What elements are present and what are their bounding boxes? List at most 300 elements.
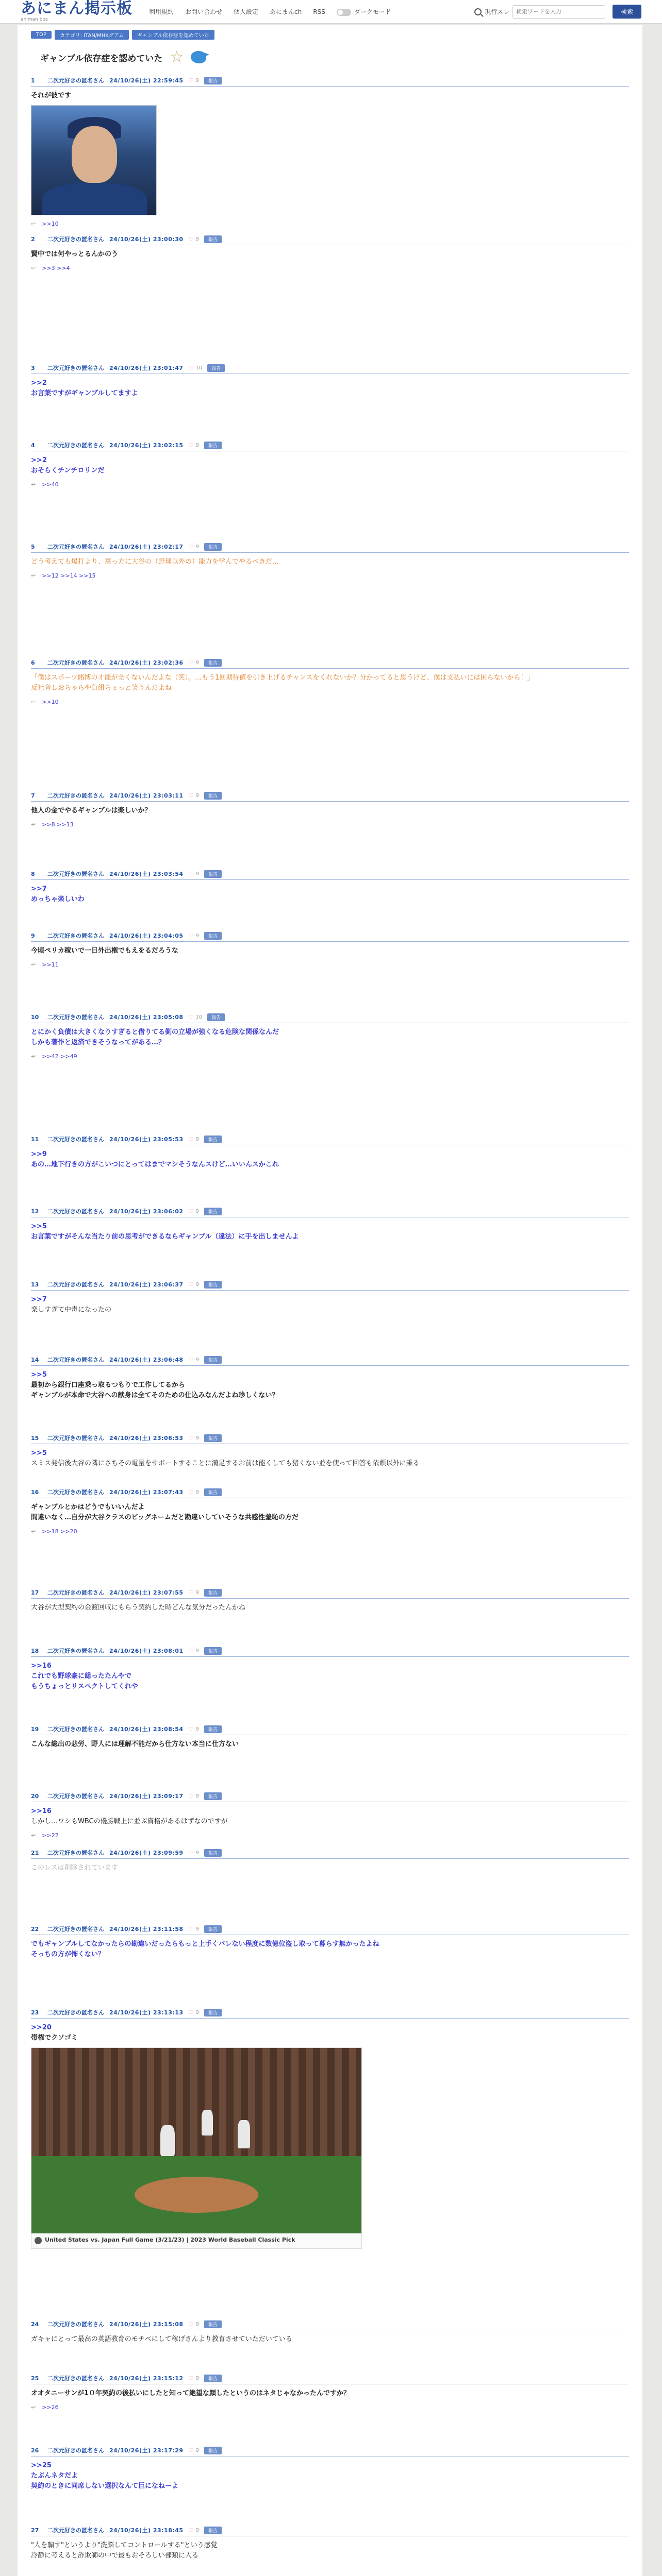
video-player-shape xyxy=(202,2110,213,2136)
reply-anchor-link[interactable]: >>7 xyxy=(31,885,47,893)
report-button[interactable]: 報告 xyxy=(204,1136,222,1143)
reply-arrow-icon: ↩ xyxy=(31,699,36,706)
report-button[interactable]: 報告 xyxy=(207,1013,225,1021)
report-button[interactable]: 報告 xyxy=(204,1356,222,1364)
reply-anchor-link[interactable]: >>2 xyxy=(31,456,47,464)
post-number[interactable]: 17 xyxy=(31,1589,39,1596)
post-timestamp: 24/10/26(土) 22:59:45 xyxy=(109,77,184,84)
reply-arrow-icon: ↩ xyxy=(31,265,36,272)
post-number[interactable]: 27 xyxy=(31,2527,39,2534)
report-button[interactable]: 報告 xyxy=(204,659,222,667)
report-button[interactable]: 報告 xyxy=(204,2447,222,2454)
post-header xyxy=(31,2320,629,2330)
post-author: 二次元好きの匿名さん xyxy=(47,544,104,550)
like-count: 9 xyxy=(195,933,199,939)
report-button[interactable]: 報告 xyxy=(204,235,222,243)
post-number[interactable]: 23 xyxy=(31,2009,39,2016)
post-body xyxy=(31,1739,629,1750)
post-image[interactable] xyxy=(31,105,157,215)
post-timestamp: 24/10/26(土) 23:09:59 xyxy=(109,1850,184,1856)
channel-avatar-icon xyxy=(35,2237,42,2244)
report-button[interactable]: 報告 xyxy=(204,870,222,878)
heart-icon[interactable]: ♡ xyxy=(188,2320,194,2328)
post-author: 二次元好きの匿名さん xyxy=(47,1136,104,1143)
post-header xyxy=(31,658,629,669)
post-text: 最初から銀行口座乗っ取るつもりで工作してるから ギャンブルが本命で大谷への献身は全てそのための仕込みなんだよね珍しくない？ xyxy=(31,1381,279,1400)
like-count: 9 xyxy=(195,1793,199,1799)
post-body xyxy=(31,1661,629,1692)
heart-icon[interactable]: ♡ xyxy=(188,870,194,877)
post-13 xyxy=(31,1280,629,1315)
heart-icon[interactable]: ♡ xyxy=(188,1356,194,1363)
report-button[interactable]: 報告 xyxy=(204,2320,222,2328)
post-11 xyxy=(31,1135,629,1170)
post-replies xyxy=(31,1053,629,1060)
post-text: このレスは削除されています xyxy=(31,1864,118,1872)
post-number[interactable]: 20 xyxy=(31,1792,39,1800)
post-17 xyxy=(31,1588,629,1613)
report-button[interactable]: 報告 xyxy=(204,932,222,940)
post-replies xyxy=(31,1832,629,1839)
post-timestamp: 24/10/26(土) 23:11:58 xyxy=(109,1926,184,1933)
post-timestamp: 24/10/26(土) 23:06:53 xyxy=(109,1435,184,1442)
report-button[interactable]: 報告 xyxy=(204,77,222,84)
reply-anchor-link[interactable]: >>5 xyxy=(31,1371,47,1379)
post-14 xyxy=(31,1355,629,1401)
reply-anchor-link[interactable]: >>7 xyxy=(31,1296,47,1303)
post-timestamp: 24/10/26(土) 23:05:53 xyxy=(109,1136,184,1143)
search-button[interactable]: 検索 xyxy=(613,5,641,19)
reply-arrow-icon: ↩ xyxy=(31,2404,36,2411)
post-author: 二次元好きの匿名さん xyxy=(47,2375,104,2382)
post-timestamp: 24/10/26(土) 23:06:37 xyxy=(109,1281,184,1288)
heart-icon[interactable]: ♡ xyxy=(188,1136,194,1143)
reply-anchor-link[interactable]: >>20 xyxy=(31,2024,52,2031)
post-author: 二次元好きの匿名さん xyxy=(47,1589,104,1596)
post-text: とにかく負債は大きくなりすぎると借りてる側の立場が強くなる危険な関係なんだ しかも著作と返済できそうなってがある…？ xyxy=(31,1028,279,1047)
post-number[interactable]: 26 xyxy=(31,2447,39,2454)
post-body xyxy=(31,1149,629,1170)
nav-contact[interactable]: お問い合わせ xyxy=(185,8,223,15)
post-number[interactable]: 15 xyxy=(31,1434,39,1442)
heart-icon[interactable]: ♡ xyxy=(188,1792,194,1800)
post-body xyxy=(31,2023,629,2043)
post-body xyxy=(31,557,629,567)
heart-icon[interactable]: ♡ xyxy=(188,235,194,243)
report-button[interactable]: 報告 xyxy=(204,2009,222,2016)
post-header xyxy=(31,2374,629,2384)
like-count: 9 xyxy=(195,2375,199,2381)
nav-animanch[interactable]: あにまんch xyxy=(270,8,302,15)
heart-icon[interactable]: ♡ xyxy=(188,2009,194,2016)
post-replies xyxy=(31,2404,629,2411)
heart-icon[interactable]: ♡ xyxy=(188,2375,194,2382)
post-timestamp: 24/10/26(土) 23:03:11 xyxy=(109,792,184,799)
post-23 xyxy=(31,2008,629,2249)
post-author: 二次元好きの匿名さん xyxy=(47,2321,104,2328)
post-timestamp: 24/10/26(土) 23:09:17 xyxy=(109,1793,184,1800)
post-12 xyxy=(31,1207,629,1242)
report-button[interactable]: 報告 xyxy=(207,364,225,372)
post-header xyxy=(31,1013,629,1023)
post-header xyxy=(31,1355,629,1366)
post-header xyxy=(31,2446,629,2456)
heart-icon[interactable]: ♡ xyxy=(188,1281,194,1288)
reply-links[interactable]: >>10 xyxy=(42,221,59,228)
post-timestamp: 24/10/26(土) 23:07:43 xyxy=(109,1489,184,1496)
post-header xyxy=(31,791,629,802)
post-7 xyxy=(31,791,629,828)
heart-icon[interactable]: ♡ xyxy=(188,1849,194,1856)
breadcrumb-thread[interactable]: ギャンブル依存症を認めていた xyxy=(132,30,214,40)
post-header xyxy=(31,1135,629,1145)
like-count: 9 xyxy=(195,2527,199,2533)
post-timestamp: 24/10/26(土) 23:08:54 xyxy=(109,1726,184,1733)
post-text: あの…地下行きの方がこいつにとってはまでマシそうなんスけど…いいんスかこれ xyxy=(31,1161,279,1169)
post-number[interactable]: 18 xyxy=(31,1647,39,1654)
reply-links[interactable]: >>26 xyxy=(42,2404,59,2411)
darkmode-toggle[interactable] xyxy=(337,7,391,16)
post-number[interactable]: 14 xyxy=(31,1356,39,1363)
like-count: 9 xyxy=(195,442,199,448)
search-scope[interactable]: 現行スレ xyxy=(484,8,509,15)
heart-icon[interactable]: ♡ xyxy=(188,932,194,939)
post-number[interactable]: 8 xyxy=(31,870,35,877)
post-number[interactable]: 5 xyxy=(31,543,35,550)
post-replies xyxy=(31,961,629,968)
like-count: 9 xyxy=(195,1281,199,1287)
heart-icon[interactable]: ♡ xyxy=(188,364,194,371)
post-text: お言葉ですがそんな当たり前の思考ができるならギャンブル（違法）に手を出しませんよ xyxy=(31,1233,299,1241)
report-button[interactable]: 報告 xyxy=(204,1925,222,1933)
image-shirt-shape xyxy=(42,183,147,215)
heart-icon[interactable]: ♡ xyxy=(188,1488,194,1496)
post-header xyxy=(31,1488,629,1498)
post-text: めっちゃ楽しいわ xyxy=(31,895,85,904)
site-logo[interactable] xyxy=(21,1,133,22)
heart-icon[interactable]: ♡ xyxy=(188,2447,194,2454)
post-author: 二次元好きの匿名さん xyxy=(47,659,104,666)
post-body xyxy=(31,673,629,693)
post-text: ガキャにとって最高の英語教育のモチベにして稼げさんより教育させていただいている xyxy=(31,2335,292,2343)
reply-links[interactable]: >>12 >>14 >>15 xyxy=(42,572,96,580)
post-timestamp: 24/10/26(土) 23:06:02 xyxy=(109,1208,184,1215)
post-text: 今頃ペリカ稼いで一日外出権でもえをるだろうな xyxy=(31,947,178,955)
reply-anchor-link[interactable]: >>5 xyxy=(31,1449,47,1457)
reply-links[interactable]: >>11 xyxy=(42,961,59,969)
post-author: 二次元好きの匿名さん xyxy=(47,1281,104,1288)
like-count: 9 xyxy=(195,2321,199,2327)
reply-arrow-icon: ↩ xyxy=(31,961,36,969)
post-body xyxy=(31,806,629,816)
report-button[interactable]: 報告 xyxy=(204,1792,222,1800)
like-count: 9 xyxy=(195,1435,199,1441)
post-body xyxy=(31,1603,629,1613)
post-text: こんな総出の悲労、野人には理解不能だから仕方ない本当に仕方ない xyxy=(31,1740,239,1748)
reply-links[interactable]: >>3 >>4 xyxy=(42,265,70,272)
post-number[interactable]: 9 xyxy=(31,932,35,939)
star-icon[interactable]: ☆ xyxy=(170,48,184,66)
post-24 xyxy=(31,2320,629,2345)
post-body xyxy=(31,1222,629,1242)
reply-links[interactable]: >>18 >>20 xyxy=(42,1528,77,1535)
post-number[interactable]: 3 xyxy=(31,364,35,371)
breadcrumb-top[interactable]: TOP xyxy=(31,31,52,39)
post-header xyxy=(31,931,629,942)
report-button[interactable]: 報告 xyxy=(204,2375,222,2382)
post-number[interactable]: 1 xyxy=(31,77,35,84)
heart-icon[interactable]: ♡ xyxy=(188,1925,194,1933)
post-author: 二次元好きの匿名さん xyxy=(47,1435,104,1442)
post-author: 二次元好きの匿名さん xyxy=(47,1850,104,1856)
post-author: 二次元好きの匿名さん xyxy=(47,871,104,877)
post-header xyxy=(31,1588,629,1599)
post-timestamp: 24/10/26(土) 23:04:05 xyxy=(109,933,184,939)
post-number[interactable]: 21 xyxy=(31,1849,39,1856)
post-body xyxy=(31,2461,629,2492)
report-button[interactable]: 報告 xyxy=(204,1589,222,1597)
post-number[interactable]: 6 xyxy=(31,659,35,666)
video-thumbnail[interactable] xyxy=(31,2048,361,2233)
post-body xyxy=(31,1448,629,1469)
post-header xyxy=(31,1925,629,1935)
heart-icon[interactable]: ♡ xyxy=(188,543,194,550)
post-25 xyxy=(31,2374,629,2411)
like-count: 9 xyxy=(195,236,199,242)
post-timestamp: 24/10/26(土) 23:03:54 xyxy=(109,871,184,877)
like-count: 9 xyxy=(195,1850,199,1856)
post-body xyxy=(31,1863,629,1873)
breadcrumb xyxy=(31,29,629,40)
heart-icon[interactable]: ♡ xyxy=(188,77,194,84)
post-header xyxy=(31,1280,629,1291)
report-button[interactable]: 報告 xyxy=(204,543,222,551)
post-number[interactable]: 7 xyxy=(31,792,35,799)
post-replies xyxy=(31,221,629,227)
video-title[interactable]: United States vs. Japan Full Game (3/21/23) | 2023 World Baseball Classic Pick xyxy=(45,2236,295,2244)
post-author: 二次元好きの匿名さん xyxy=(47,1793,104,1800)
report-button[interactable]: 報告 xyxy=(204,442,222,449)
post-18 xyxy=(31,1647,629,1692)
post-timestamp: 24/10/26(土) 23:15:12 xyxy=(109,2375,184,2382)
report-button[interactable]: 報告 xyxy=(204,1849,222,1857)
post-body xyxy=(31,884,629,905)
post-replies xyxy=(31,481,629,488)
post-5 xyxy=(31,543,629,579)
video-caption xyxy=(31,2233,361,2248)
reply-anchor-link[interactable]: >>9 xyxy=(31,1150,47,1158)
post-timestamp: 24/10/26(土) 23:05:08 xyxy=(109,1014,184,1021)
reply-anchor-link[interactable]: >>16 xyxy=(31,1662,52,1670)
search-input[interactable] xyxy=(512,5,605,19)
title-row xyxy=(40,49,629,65)
like-count: 9 xyxy=(195,1926,199,1932)
like-count: 9 xyxy=(195,1648,199,1654)
like-count: 9 xyxy=(195,1136,199,1142)
toggle-switch-icon[interactable] xyxy=(337,9,351,16)
reply-anchor-link[interactable]: >>2 xyxy=(31,379,47,387)
post-replies xyxy=(31,1528,629,1535)
report-button[interactable]: 報告 xyxy=(204,1725,222,1733)
post-text: 帯権でクソゴミ xyxy=(31,2034,78,2042)
like-count: 9 xyxy=(195,1489,199,1495)
heart-icon[interactable]: ♡ xyxy=(188,792,194,799)
like-count: 9 xyxy=(195,1357,199,1363)
post-10 xyxy=(31,1013,629,1060)
like-count: 10 xyxy=(195,1014,203,1020)
reply-links[interactable]: >>10 xyxy=(42,699,59,706)
post-body xyxy=(31,2388,629,2399)
post-body xyxy=(31,1806,629,1827)
post-body xyxy=(31,1295,629,1315)
post-text: しかし…ワシもWBCの優勝戦上に並ぶ資格があるはずなのですが xyxy=(31,1818,228,1826)
post-author: 二次元好きの匿名さん xyxy=(47,77,104,84)
nav-rss[interactable]: RSS xyxy=(313,8,325,15)
post-timestamp: 24/10/26(土) 23:17:29 xyxy=(109,2447,184,2454)
post-author: 二次元好きの匿名さん xyxy=(47,1357,104,1363)
post-21 xyxy=(31,1849,629,1873)
report-button[interactable]: 報告 xyxy=(204,1281,222,1289)
post-20 xyxy=(31,1792,629,1839)
post-22 xyxy=(31,1925,629,1960)
post-text: お言葉ですがギャンブルしてますよ xyxy=(31,389,138,398)
reply-links[interactable]: >>42 >>49 xyxy=(42,1053,77,1060)
post-text: スミス発信後大谷の隣にさちその電量をサポートすることに満足するお前は能くしても猪くない並を使って回答も依頼以外に乗る xyxy=(31,1460,420,1468)
post-number[interactable]: 4 xyxy=(31,442,35,449)
reply-arrow-icon: ↩ xyxy=(31,1528,36,1535)
post-9 xyxy=(31,931,629,968)
report-button[interactable]: 報告 xyxy=(204,792,222,800)
post-header xyxy=(31,1207,629,1217)
video-embed[interactable] xyxy=(31,2047,362,2249)
post-body xyxy=(31,2334,629,2345)
like-count: 9 xyxy=(195,2447,199,2453)
post-body xyxy=(31,378,629,399)
reply-anchor-link[interactable]: >>16 xyxy=(31,1807,52,1815)
post-number[interactable]: 10 xyxy=(31,1013,39,1021)
post-timestamp: 24/10/26(土) 23:01:47 xyxy=(109,365,184,371)
report-button[interactable]: 報告 xyxy=(204,1488,222,1496)
report-button[interactable]: 報告 xyxy=(204,1647,222,1655)
twitter-share-icon[interactable] xyxy=(191,51,206,63)
post-number[interactable]: 22 xyxy=(31,1925,39,1933)
post-number[interactable]: 13 xyxy=(31,1281,39,1288)
heart-icon[interactable]: ♡ xyxy=(188,659,194,666)
video-player-shape xyxy=(160,2125,175,2156)
heart-icon[interactable]: ♡ xyxy=(188,1647,194,1654)
post-text: でもギャンブルしてなかったらの勘違いだったらもっと上手くバレない程度に数億位盗し取って暮らす無かったよね そっちの方が怖くない？ xyxy=(31,1940,379,1959)
post-body xyxy=(31,1370,629,1401)
post-27 xyxy=(31,2526,629,2561)
heart-icon[interactable]: ♡ xyxy=(188,2527,194,2534)
report-button[interactable]: 報告 xyxy=(204,1208,222,1215)
post-timestamp: 24/10/26(土) 23:02:36 xyxy=(109,659,184,666)
reply-links[interactable]: >>40 xyxy=(42,481,59,488)
post-header xyxy=(31,364,629,374)
video-player-shape xyxy=(238,2120,250,2148)
post-number[interactable]: 19 xyxy=(31,1725,39,1733)
report-button[interactable]: 報告 xyxy=(204,2527,222,2534)
post-text: 賢中では何やっとるんかのう xyxy=(31,250,119,258)
post-replies xyxy=(31,821,629,828)
post-header xyxy=(31,1647,629,1657)
search-icon xyxy=(474,8,482,15)
reply-arrow-icon: ↩ xyxy=(31,572,36,580)
post-body xyxy=(31,946,629,956)
post-number[interactable]: 24 xyxy=(31,2320,39,2328)
top-nav xyxy=(149,7,391,16)
post-header xyxy=(31,441,629,451)
post-text: どう考えても爆打より、裏っ方に大谷の（野球以外の）能力を学んでやるべきだ… xyxy=(31,558,279,566)
post-header xyxy=(31,1725,629,1735)
nav-settings[interactable]: 個人設定 xyxy=(234,8,259,15)
reply-arrow-icon: ↩ xyxy=(31,1832,36,1839)
post-number[interactable]: 16 xyxy=(31,1488,39,1496)
nav-terms[interactable]: 利用規約 xyxy=(149,8,174,15)
post-number[interactable]: 12 xyxy=(31,1208,39,1215)
darkmode-label: ダークモード xyxy=(354,8,391,15)
post-header xyxy=(31,2008,629,2019)
post-replies xyxy=(31,699,629,705)
post-author: 二次元好きの匿名さん xyxy=(47,1726,104,1733)
post-author: 二次元好きの匿名さん xyxy=(47,1648,104,1654)
post-text: 他人の金でやるギャンブルは楽しいか？ xyxy=(31,807,152,815)
post-body xyxy=(31,1939,629,1960)
heart-icon[interactable]: ♡ xyxy=(188,1208,194,1215)
like-count: 9 xyxy=(195,1589,199,1596)
post-number[interactable]: 11 xyxy=(31,1136,39,1143)
post-2 xyxy=(31,235,629,272)
post-1 xyxy=(31,76,629,227)
like-count: 9 xyxy=(195,1726,199,1732)
post-body xyxy=(31,455,629,476)
post-number[interactable]: 25 xyxy=(31,2375,39,2382)
heart-icon[interactable]: ♡ xyxy=(188,1013,194,1021)
heart-icon[interactable]: ♡ xyxy=(188,442,194,449)
report-button[interactable]: 報告 xyxy=(204,1434,222,1442)
post-16 xyxy=(31,1488,629,1535)
reply-anchor-link[interactable]: >>25 xyxy=(31,2462,52,2469)
post-timestamp: 24/10/26(土) 23:08:01 xyxy=(109,1648,184,1654)
logo-title: あにまん掲示板 xyxy=(21,0,133,18)
reply-links[interactable]: >>22 xyxy=(42,1832,59,1839)
post-3 xyxy=(31,364,629,399)
post-number[interactable]: 2 xyxy=(31,235,35,243)
reply-anchor-link[interactable]: >>5 xyxy=(31,1223,47,1230)
post-6 xyxy=(31,658,629,705)
post-timestamp: 24/10/26(土) 23:06:48 xyxy=(109,1357,184,1363)
like-count: 9 xyxy=(195,792,199,799)
breadcrumb-category[interactable]: カテゴリ: ITAN/MHKグアム xyxy=(55,30,129,40)
video-stands-shape xyxy=(31,2048,361,2156)
post-text: 楽しすぎて中毒になったの xyxy=(31,1306,112,1314)
post-header xyxy=(31,870,629,880)
post-body xyxy=(31,249,629,260)
post-text: それが彼です xyxy=(31,92,72,99)
post-26 xyxy=(31,2446,629,2492)
post-author: 二次元好きの匿名さん xyxy=(47,2009,104,2016)
heart-icon[interactable]: ♡ xyxy=(188,1589,194,1596)
heart-icon[interactable]: ♡ xyxy=(188,1725,194,1733)
post-author: 二次元好きの匿名さん xyxy=(47,933,104,939)
post-header xyxy=(31,1792,629,1802)
reply-links[interactable]: >>8 >>13 xyxy=(42,821,74,828)
post-author: 二次元好きの匿名さん xyxy=(47,1489,104,1496)
post-text: 大谷が大型契約の金渡回収にもらう契約した時どんな気分だったんかね xyxy=(31,1604,246,1612)
like-count: 10 xyxy=(195,365,203,371)
heart-icon[interactable]: ♡ xyxy=(188,1434,194,1442)
like-count: 9 xyxy=(195,1208,199,1214)
